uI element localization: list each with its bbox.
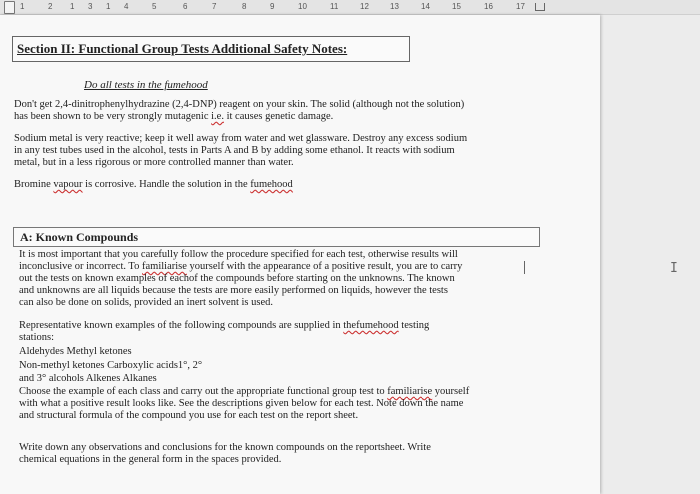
- known-compounds-title: A: Known Compounds: [20, 230, 139, 244]
- representative-line-1: Representative known examples of the following compounds are supplied in thefumehood testing: [19, 320, 430, 331]
- text-cursor-icon: [524, 261, 525, 274]
- procedure-line-1: It is most important that you carefully follow the procedure specified for each test, otherwise results will: [19, 249, 458, 260]
- document-page[interactable]: [0, 15, 600, 494]
- write-down-line-1: Write down any observations and conclusions for the known compounds on the reportsheet. Write: [19, 442, 431, 453]
- known-compounds-box: [13, 227, 540, 247]
- section-title-box: [12, 36, 410, 62]
- section-title: Section II: Functional Group Tests Additional Safety Notes:: [17, 41, 348, 56]
- ruler-mark: 16: [484, 2, 493, 11]
- spell-flag: fumehood: [250, 179, 293, 190]
- spell-flag: i.e.: [211, 111, 224, 122]
- ruler-mark: 8: [242, 2, 247, 11]
- procedure-line-5: can also be done on solids, provided an inert solvent is used.: [19, 297, 273, 308]
- procedure-line-3: out the tests on known examples of eachof the compounds before starting on the unknowns. The known: [19, 273, 455, 284]
- ruler-mark: 10: [298, 2, 307, 11]
- representative-line-7: with what a positive result looks like. See the descriptions given below for each test. Note down the name: [19, 398, 464, 409]
- document-icon: [4, 1, 15, 14]
- representative-line-6: Choose the example of each class and carry out the appropriate functional group test to familiarise yourself: [19, 386, 470, 397]
- ruler-mark: 12: [360, 2, 369, 11]
- representative-line-2: stations:: [19, 332, 55, 343]
- horizontal-ruler[interactable]: [0, 0, 700, 15]
- ruler-mark: 1: [106, 2, 111, 11]
- ruler-mark: 1: [70, 2, 75, 11]
- sodium-line-1: Sodium metal is very reactive; keep it well away from water and wet glassware. Destroy any excess sodium: [14, 133, 468, 144]
- sodium-line-2: in any test tubes used in the alcohol, tests in Parts A and B by adding some ethanol. It reacts with sodium: [14, 145, 455, 156]
- representative-line-5: and 3° alcohols Alkenes Alkanes: [19, 373, 157, 384]
- spell-flag: familiarise: [142, 261, 187, 272]
- dnph-line-2: has been shown to be very strongly mutagenic i.e. it causes genetic damage.: [14, 111, 334, 122]
- mouse-ibeam-icon: I: [670, 261, 678, 276]
- representative-line-4: Non-methyl ketones Carboxylic acids1°, 2°: [19, 360, 203, 371]
- ruler-mark: 4: [124, 2, 129, 11]
- ruler-mark: 9: [270, 2, 275, 11]
- ruler-mark: 1: [20, 2, 25, 11]
- ruler-mark: 11: [330, 2, 339, 11]
- bromine-line: Bromine vapour is corrosive. Handle the solution in the fumehood: [14, 179, 293, 190]
- ruler-mark: 5: [152, 2, 157, 11]
- ruler-mark: 17: [516, 2, 525, 11]
- right-indent-marker[interactable]: [535, 3, 545, 11]
- procedure-line-4: and unknowns are all liquids because the tests are more easily performed on liquids, however the tests: [19, 285, 448, 296]
- representative-line-3: Aldehydes Methyl ketones: [19, 346, 132, 357]
- procedure-line-2: inconclusive or incorrect. To familiarise yourself with the appearance of a positive result, you are to carry: [19, 261, 463, 272]
- fumehood-heading: Do all tests in the fumehood: [84, 79, 208, 91]
- representative-line-8: and structural formula of the compound you use for each test on the report sheet.: [19, 410, 359, 421]
- ruler-mark: 13: [390, 2, 399, 11]
- sodium-line-3: metal, but in a less rigorous or more controlled manner than water.: [14, 157, 294, 168]
- ruler-mark: 6: [183, 2, 188, 11]
- ruler-mark: 7: [212, 2, 217, 11]
- spell-flag: vapour: [53, 179, 83, 190]
- dnph-line-1: Don't get 2,4-dinitrophenylhydrazine (2,4-DNP) reagent on your skin. The solid (although not the solution): [14, 99, 465, 110]
- ruler-mark: 3: [88, 2, 93, 11]
- spell-flag: familiarise: [387, 386, 433, 397]
- spell-flag: thefumehood: [343, 320, 399, 331]
- ruler-mark: 14: [421, 2, 430, 11]
- ruler-mark: 2: [48, 2, 53, 11]
- ruler-mark: 15: [452, 2, 461, 11]
- write-down-line-2: chemical equations in the general form in the spaces provided.: [19, 454, 282, 465]
